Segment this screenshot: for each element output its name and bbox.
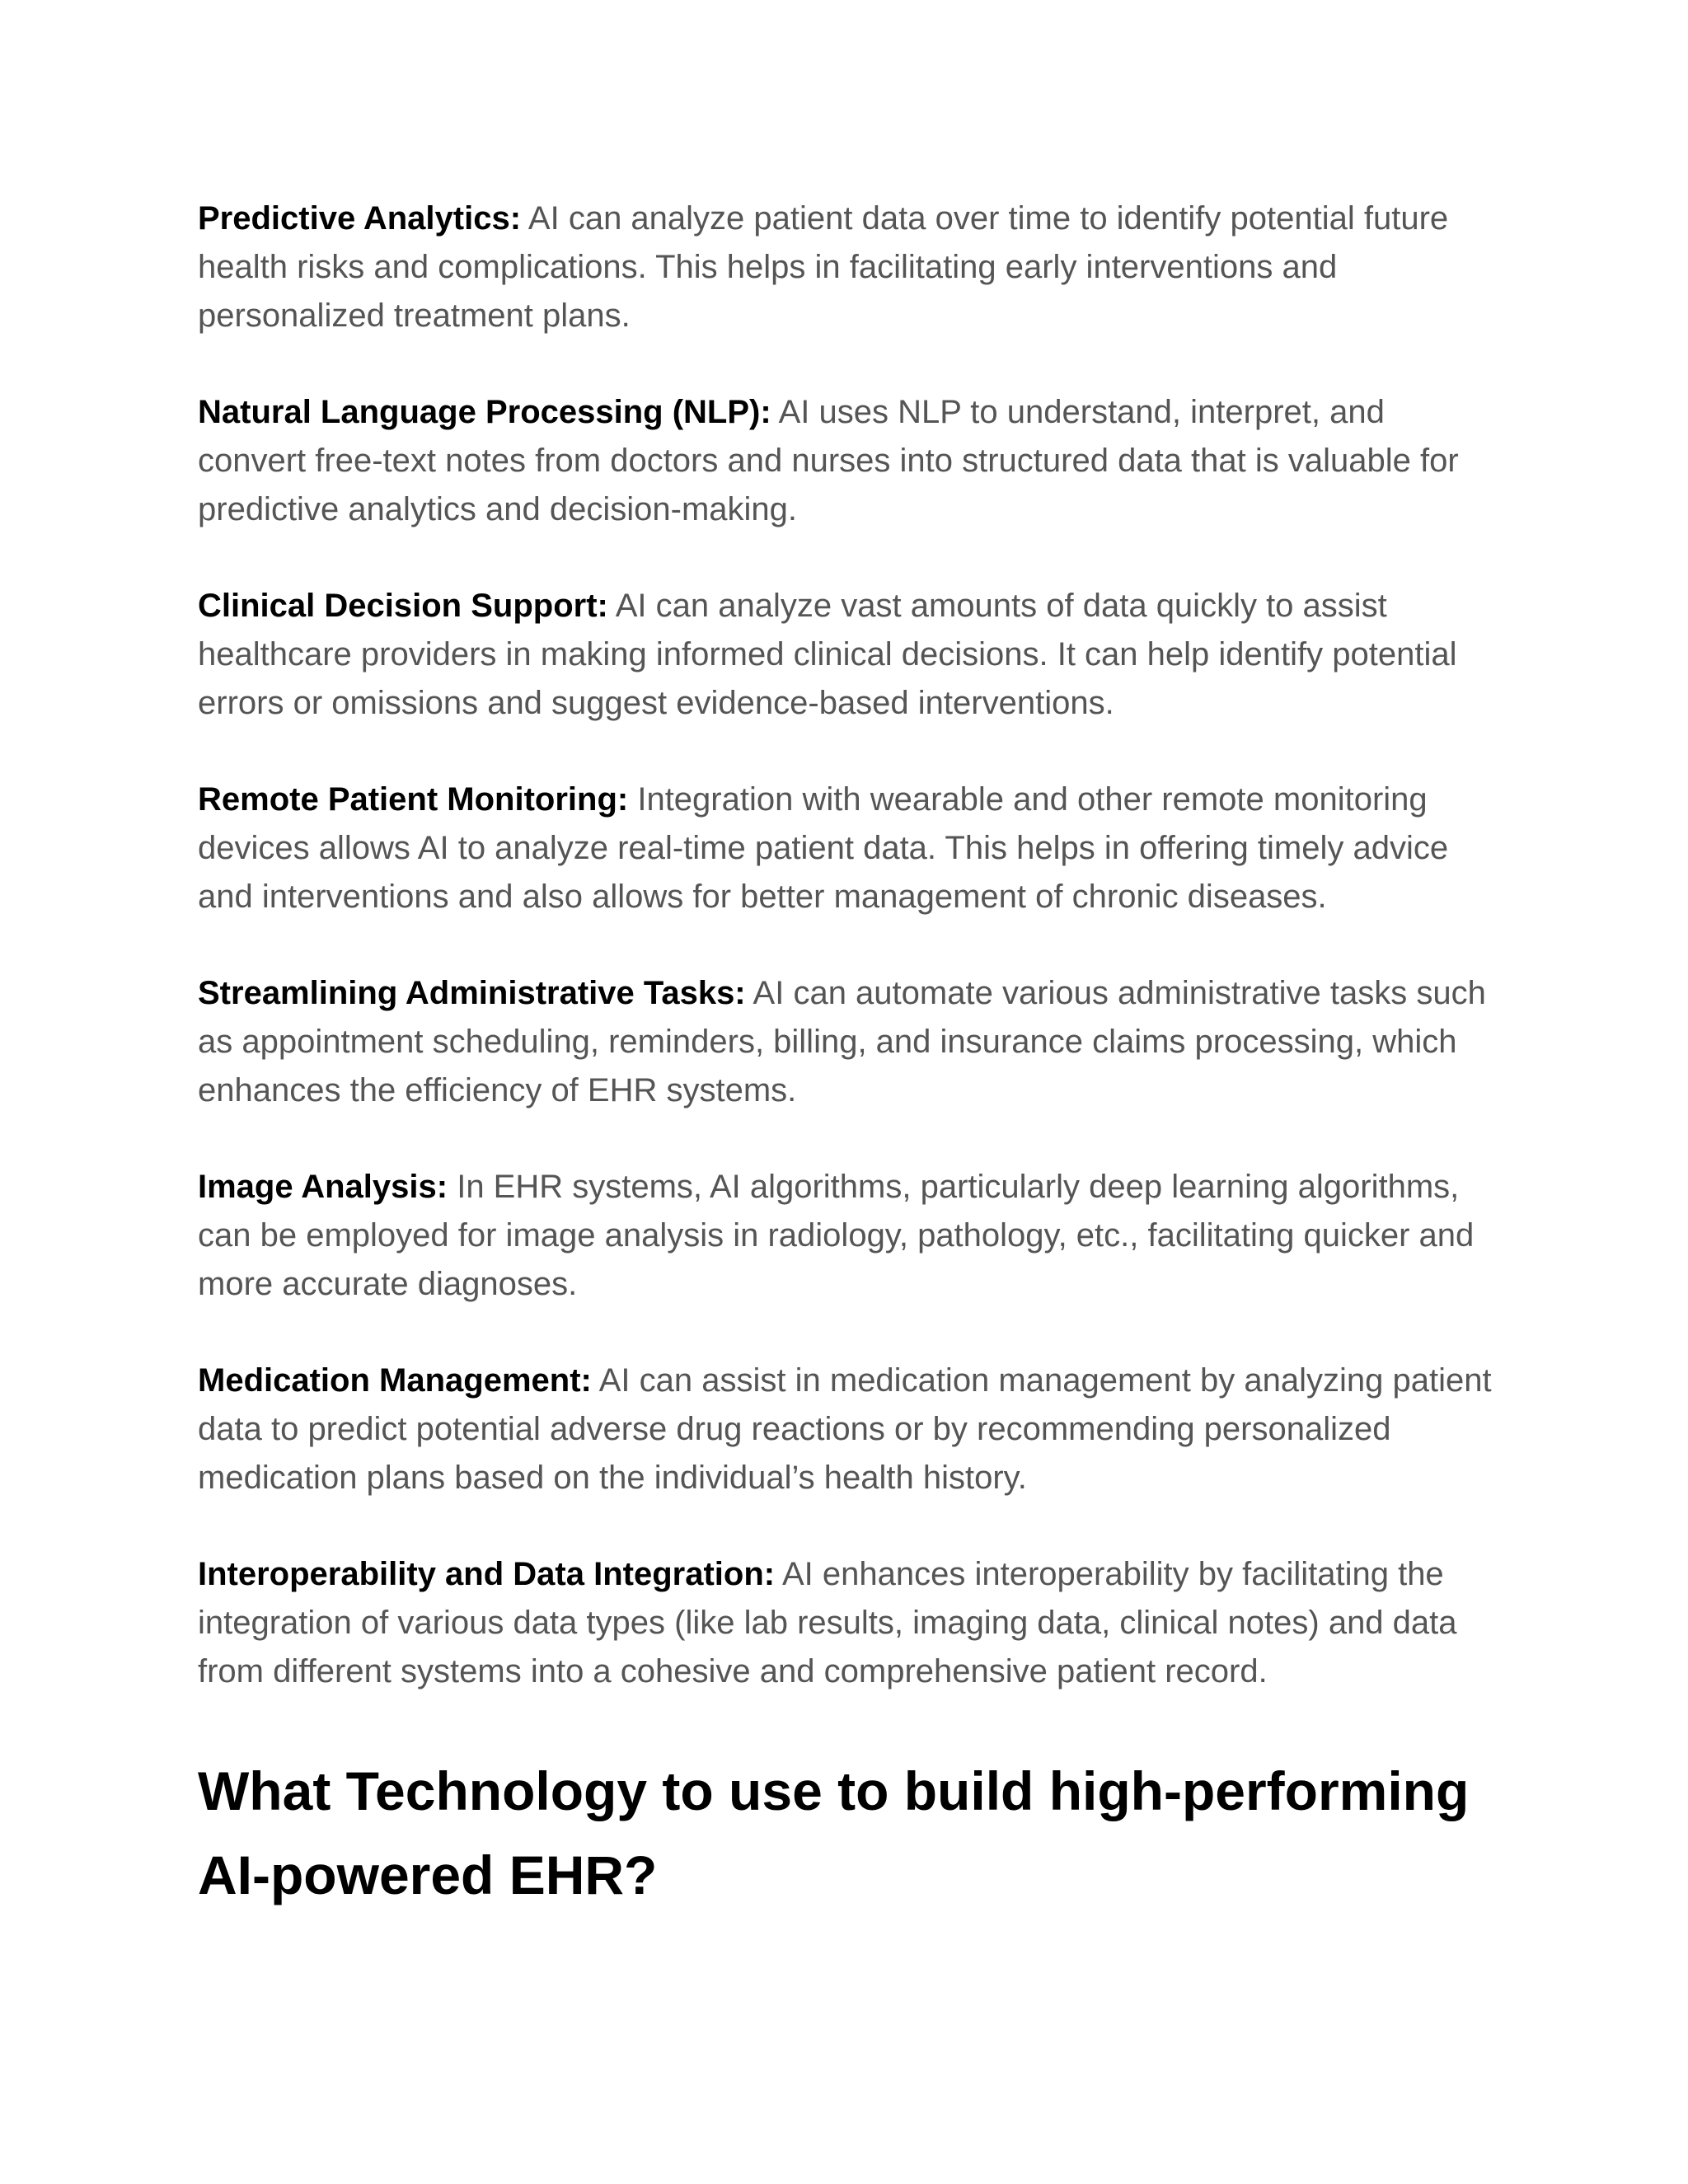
term-description: AI can analyze patient data over time to identify potential future health risks and complications. This helps in facilitating early interventions and personalized treatment plans. bbox=[198, 200, 1449, 334]
term-label: Image Analysis: bbox=[198, 1169, 448, 1205]
term-label: Remote Patient Monitoring: bbox=[198, 781, 629, 818]
paragraph-clinical-decision-support bbox=[198, 582, 1500, 728]
term-description: Integration with wearable and other remote monitoring devices allows AI to analyze real-time patient data. This helps in offering timely advice and interventions and also allows for better management of chronic diseases. bbox=[198, 781, 1449, 915]
paragraph-medication-management bbox=[198, 1357, 1500, 1502]
paragraph-nlp bbox=[198, 388, 1500, 534]
term-description: AI uses NLP to understand, interpret, and convert free-text notes from doctors and nurses into structured data that is valuable for predictive analytics and decision-making. bbox=[198, 394, 1459, 527]
term-label: Natural Language Processing (NLP): bbox=[198, 394, 771, 430]
term-description: AI enhances interoperability by facilitating the integration of various data types (like lab results, imaging data, clinical notes) and data from different systems into a cohesive and comprehensive patient record. bbox=[198, 1556, 1457, 1690]
term-label: Streamlining Administrative Tasks: bbox=[198, 975, 746, 1011]
paragraph-remote-patient-monitoring bbox=[198, 776, 1500, 921]
term-description: AI can assist in medication management by analyzing patient data to predict potential adverse drug reactions or by recommending personalized medication plans based on the individual’s health history. bbox=[198, 1362, 1492, 1496]
term-label: Predictive Analytics: bbox=[198, 200, 522, 237]
term-label: Clinical Decision Support: bbox=[198, 588, 608, 624]
term-description: In EHR systems, AI algorithms, particularly deep learning algorithms, can be employed for image analysis in radiology, pathology, etc., facilitating quicker and more accurate diagnoses. bbox=[198, 1169, 1475, 1302]
paragraph-administrative-tasks bbox=[198, 969, 1500, 1115]
paragraph-interoperability bbox=[198, 1550, 1500, 1696]
section-heading: What Technology to use to build high-performing AI-powered EHR? bbox=[198, 1760, 1470, 1905]
term-label: Interoperability and Data Integration: bbox=[198, 1556, 776, 1592]
term-description: AI can automate various administrative tasks such as appointment scheduling, reminders, billing, and insurance claims processing, which enhances the efficiency of EHR systems. bbox=[198, 975, 1486, 1108]
term-label: Medication Management: bbox=[198, 1362, 592, 1399]
paragraph-image-analysis bbox=[198, 1163, 1500, 1309]
document-page bbox=[198, 194, 1500, 1917]
term-description: AI can analyze vast amounts of data quickly to assist healthcare providers in making informed clinical decisions. It can help identify potential errors or omissions and suggest evidence-based interventions. bbox=[198, 588, 1457, 721]
paragraph-predictive-analytics bbox=[198, 194, 1500, 340]
